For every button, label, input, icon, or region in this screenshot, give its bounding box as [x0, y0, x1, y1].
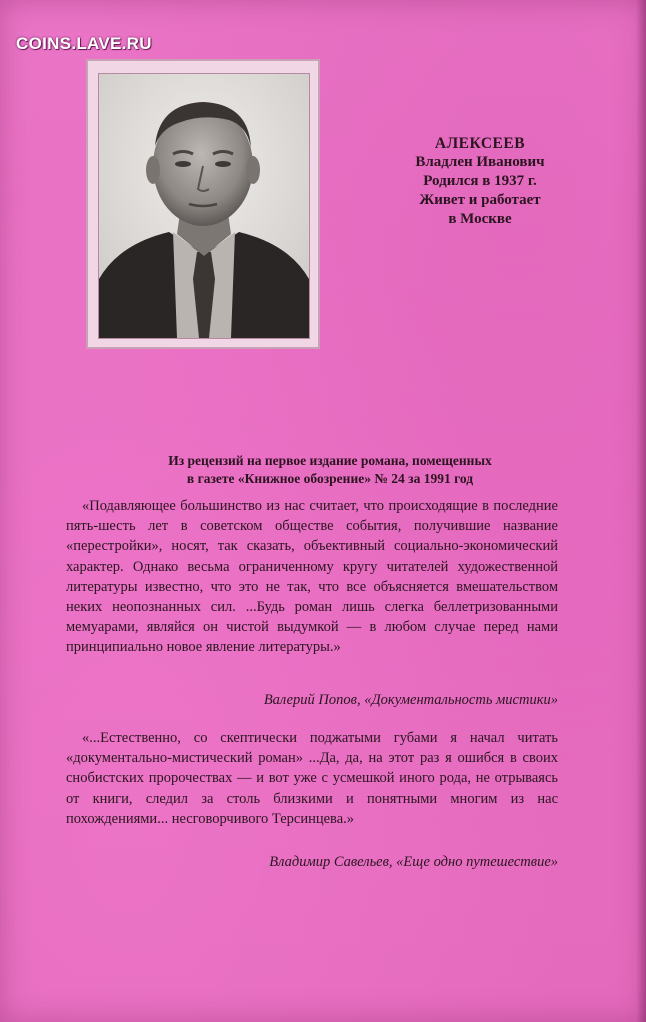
reviews-heading	[60, 452, 600, 488]
author-photo-frame	[86, 59, 320, 349]
author-surname: АЛЕКСЕЕВ	[434, 135, 526, 152]
review-attribution-1: Валерий Попов, «Документальность мистики»	[263, 692, 558, 708]
author-photo	[98, 73, 310, 339]
author-lives: Живет и работает	[419, 192, 541, 208]
reviews-heading-line1: Из рецензий на первое издание романа, помещенных	[168, 453, 492, 468]
review-quote-2-text: «...Естественно, со скептически поджатыми губами я начал читать «документально-мистический роман» ...Да, да, на этот раз я ошибся в своих снобистских пророчествах — и вот уже с усмешкой иного рода, не отрываясь от книги, следил за столь близкими и понятными многим из нас похождениями... несговорчивого Терсинцева.»	[66, 730, 558, 827]
reviews-heading-line2: в газете «Книжное обозрение» № 24 за 1991 год	[186, 471, 474, 486]
cover-edge-shade	[636, 0, 646, 1022]
review-quote-2	[66, 728, 558, 829]
review-quote-1-text: «Подавляющее большинство из нас считает, что происходящие в последние пять-шесть лет в советском обществе события, получившие название «перестройки», носят, так сказать, объективный социально-экономический характер. Однако весьма ограниченному кругу читателей художественной литературы известно, что это не так, что все объясняется вмешательством неких неопознанных сил. ...Будь роман лишь слегка беллетризованными мемуарами, являйся он чистой выдумкой — в любом случае перед нами принципиально новое явление литературы.»	[66, 498, 558, 656]
author-born: Родился в 1937 г.	[423, 173, 537, 189]
author-city: в Москве	[448, 211, 512, 227]
review-attribution-2: Владимир Савельев, «Еще одно путешествие»	[269, 854, 558, 870]
review-quote-1	[66, 496, 558, 658]
watermark: COINS.LAVE.RU	[16, 34, 152, 53]
author-name: Владлен Иванович	[415, 154, 545, 170]
author-info	[380, 134, 580, 229]
